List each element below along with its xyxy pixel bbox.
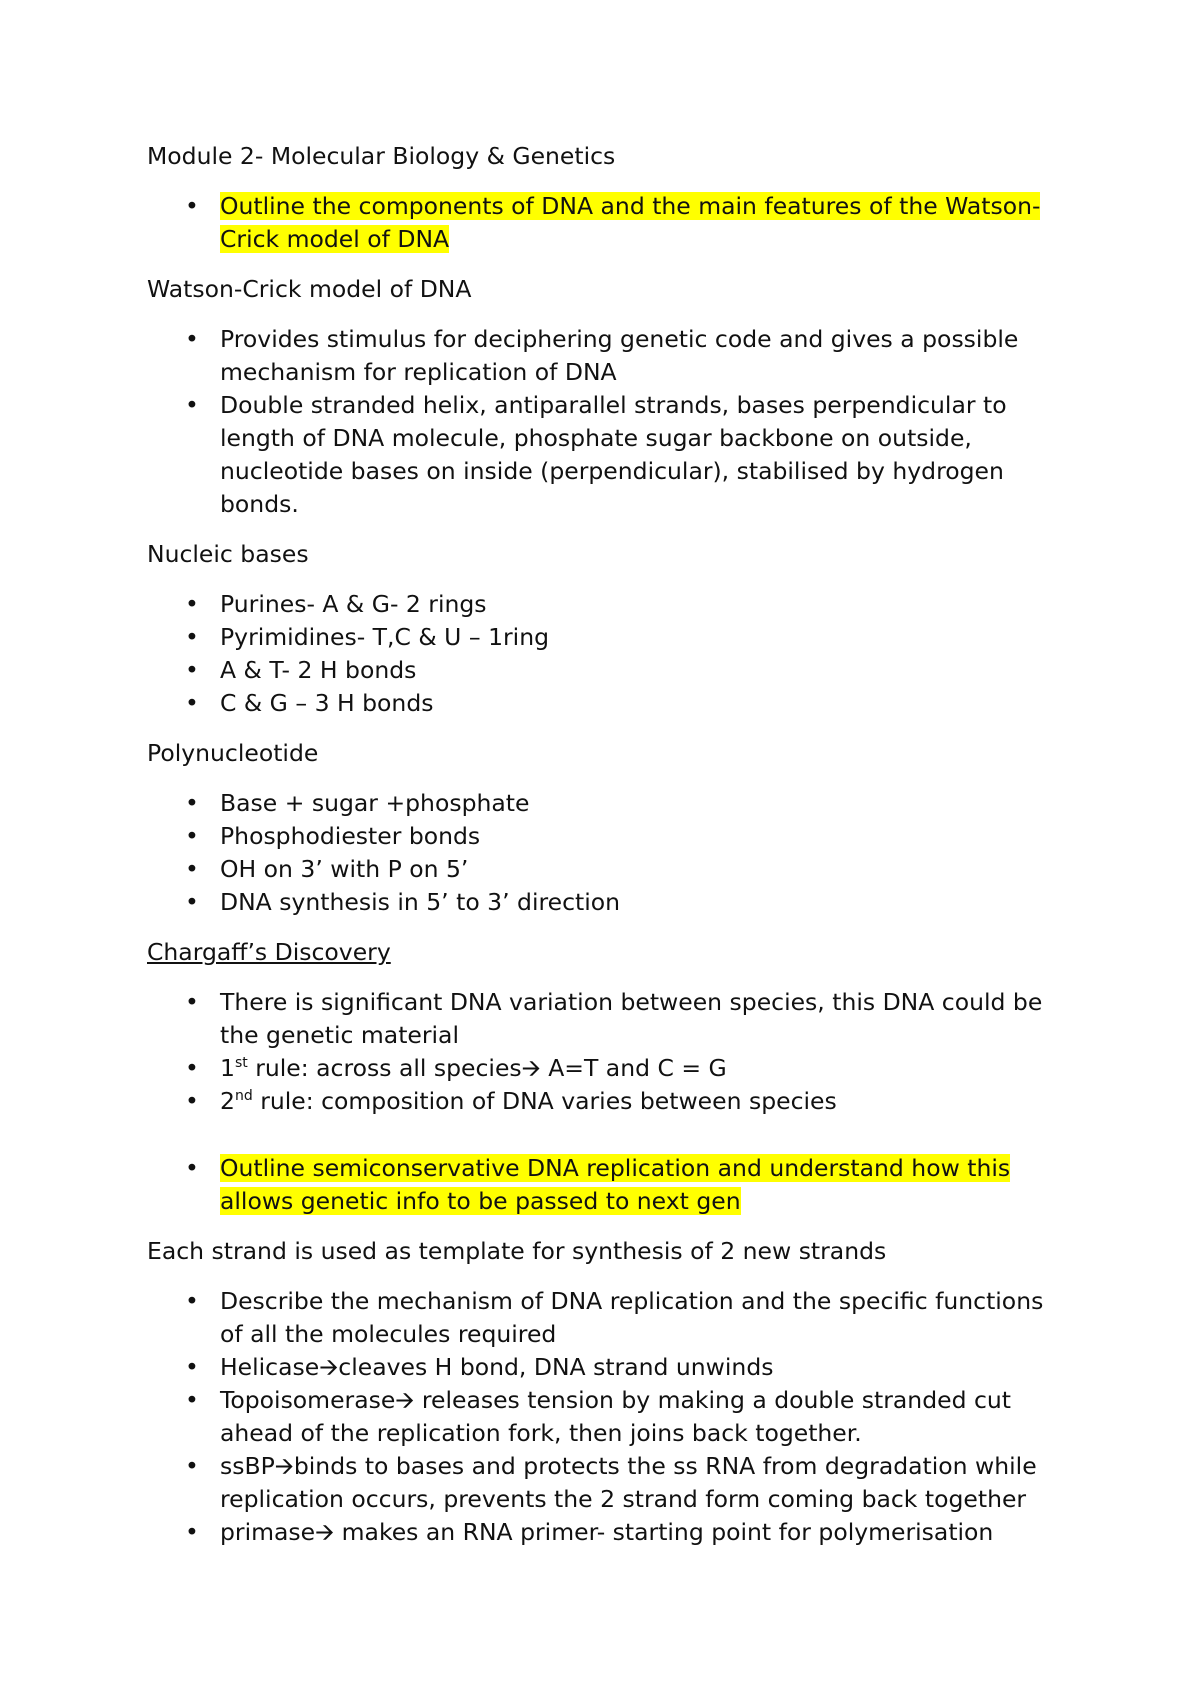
polynucleotide-list [147,787,1067,919]
bullet-icon: • [185,656,199,684]
bullet-icon: • [185,988,199,1016]
list-item [147,1351,1067,1384]
list-item [147,1285,1067,1351]
bullet-icon: • [185,822,199,850]
list-item-text: There is significant DNA variation between species, this DNA could be the genetic material [220,988,1043,1049]
list-item [147,787,1067,820]
list-item [147,654,1067,687]
list-item [147,1085,1067,1118]
section-heading-polynucleotide: Polynucleotide [147,739,319,767]
bullet-icon: • [185,888,199,916]
bullet-icon: • [185,1386,199,1414]
list-item-text: Base + sugar +phosphate [220,789,530,817]
rule-ordinal-suffix: nd [234,1088,253,1104]
nucleic-bases-list [147,588,1067,720]
bullet-icon: • [185,391,199,419]
section-heading-chargaff: Chargaff’s Discovery [147,938,391,966]
list-item-text: DNA synthesis in 5’ to 3’ direction [220,888,621,916]
bullet-icon: • [185,1287,199,1315]
objective-list-2 [147,1152,1067,1218]
rule-ordinal-suffix: st [234,1055,248,1071]
list-item-text: A & T- 2 H bonds [220,656,417,684]
bullet-icon: • [185,1054,199,1082]
list-item-text: C & G – 3 H bonds [220,689,434,717]
list-item [147,886,1067,919]
bullet-icon: • [185,1518,199,1546]
bullet-icon: • [185,325,199,353]
highlighted-objective: Outline semiconservative DNA replication and understand how this allows genetic info to be passed to next gen [220,1154,1011,1215]
list-item [147,853,1067,886]
list-item [147,621,1067,654]
bullet-icon: • [185,623,199,651]
objective-item [147,190,1067,256]
blank-line [147,1135,1067,1152]
list-item [147,1516,1067,1549]
list-item-text: primase🡪 makes an RNA primer- starting point for polymerisation [220,1518,994,1546]
list-item-text: rule: composition of DNA varies between species [252,1087,837,1115]
list-item [147,1384,1067,1450]
watson-crick-list [147,323,1067,521]
rule-number: 1 [220,1054,235,1082]
document-page [147,140,1067,1566]
list-item-text: Describe the mechanism of DNA replication and the specific functions of all the molecules required [220,1287,1044,1348]
bullet-icon: • [185,689,199,717]
list-item [147,323,1067,389]
list-item-text: rule: across all species🡪 A=T and C = G [247,1054,727,1082]
list-item-text: Purines- A & G- 2 rings [220,590,487,618]
list-item-text: Provides stimulus for deciphering genetic code and gives a possible mechanism for replication of DNA [220,325,1019,386]
list-item-text: ssBP🡪binds to bases and protects the ss RNA from degradation while replication occurs, prevents the 2 strand form coming back together [220,1452,1037,1513]
bullet-icon: • [185,789,199,817]
list-item [147,820,1067,853]
section-heading-watson-crick: Watson-Crick model of DNA [147,275,472,303]
bullet-icon: • [185,590,199,618]
list-item-text: Helicase🡪cleaves H bond, DNA strand unwinds [220,1353,774,1381]
objective-item [147,1152,1067,1218]
list-item [147,389,1067,521]
bullet-icon: • [185,855,199,883]
objective-list-1 [147,190,1067,256]
module-title: Module 2- Molecular Biology & Genetics [147,142,616,170]
bullet-icon: • [185,1353,199,1381]
list-item-text: Topoisomerase🡪 releases tension by making a double stranded cut ahead of the replication fork, then joins back together. [220,1386,1011,1447]
chargaff-list [147,986,1067,1118]
list-item-text: Phosphodiester bonds [220,822,481,850]
replication-list [147,1285,1067,1549]
list-item [147,1052,1067,1085]
section-heading-nucleic-bases: Nucleic bases [147,540,309,568]
list-item-text: Double stranded helix, antiparallel strands, bases perpendicular to length of DNA molecule, phosphate sugar backbone on outside, nucleotide bases on inside (perpendicular), stabilised by hydrogen bonds. [220,391,1007,518]
list-item [147,1450,1067,1516]
list-item-text: Pyrimidines- T,C & U – 1ring [220,623,550,651]
bullet-icon: • [185,1087,199,1115]
list-item [147,687,1067,720]
bullet-icon: • [185,1154,199,1182]
list-item [147,986,1067,1052]
highlighted-objective: Outline the components of DNA and the main features of the Watson-Crick model of DNA [220,192,1041,253]
replication-intro: Each strand is used as template for synthesis of 2 new strands [147,1237,887,1265]
bullet-icon: • [185,1452,199,1480]
list-item-text: OH on 3’ with P on 5’ [220,855,469,883]
rule-number: 2 [220,1087,235,1115]
bullet-icon: • [185,192,199,220]
list-item [147,588,1067,621]
